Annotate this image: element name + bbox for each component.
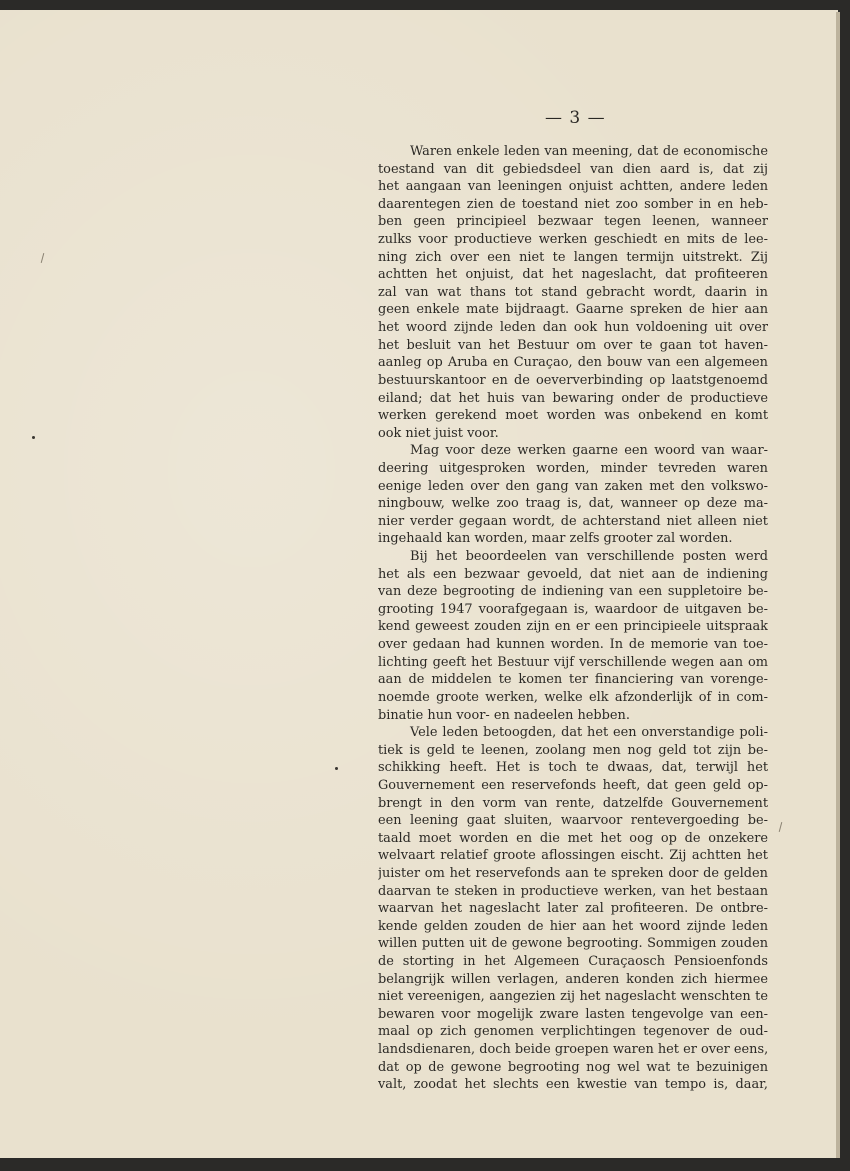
text-line: het aangaan van leeningen onjuist achtten, andere leden [378,179,768,195]
text-line: noemde groote werken, welke elk afzonderlijk of in com- [378,689,768,705]
margin-mark [779,822,783,832]
page-edge [836,12,840,1158]
text-line: het woord zijnde leden dan ook hun voldoening uit over [378,320,768,336]
text-line: ingehaald kan worden, maar zelfs grooter zal worden. [378,531,733,547]
text-line: bestuurskantoor en de oeververbinding op laatstgenoemd [378,372,768,388]
margin-speck [335,767,338,770]
text-line: ning zich over een niet te langen termijn uitstrekt. Zij [378,249,768,265]
text-line: nier verder gegaan wordt, de achterstand niet alleen niet [378,513,768,529]
text-line: werken gerekend moet worden was onbekend en komt [378,408,768,424]
text-line: toestand van dit gebiedsdeel van dien aard is, dat zij [378,161,768,177]
text-line: Vele leden betoogden, dat het een onverstandige poli- [410,725,768,741]
text-line: de storting in het Algemeen Curaçaosch Pensioenfonds [378,954,768,970]
body-text-column [378,143,768,1094]
margin-mark [41,253,45,263]
text-line: Bij het beoordeelen van verschillende posten werd [410,549,768,565]
text-line: daarvan te steken in productieve werken, van het bestaan [378,883,768,899]
text-line: taald moet worden en die met het oog op de onzekere [378,830,768,846]
text-line: Mag voor deze werken gaarne een woord van waar- [410,443,768,459]
text-line: daarentegen zien de toestand niet zoo somber in en heb- [378,196,768,212]
text-line: brengt in den vorm van rente, datzelfde Gouvernement [378,795,768,811]
text-line: bewaren voor mogelijk zware lasten tengevolge van een- [378,1006,768,1022]
text-line: kend geweest zouden zijn en er een principieele uitspraak [378,619,768,635]
text-line: aanleg op Aruba en Curaçao, den bouw van een algemeen [378,355,768,371]
page-number: — 3 — [545,108,606,128]
text-line: tiek is geld te leenen, zoolang men nog geld tot zijn be- [378,742,768,758]
text-line: willen putten uit de gewone begrooting. Sommigen zouden [378,936,768,952]
text-line: geen enkele mate bijdraagt. Gaarne spreken de hier aan [378,302,768,318]
text-line: een leening gaat sluiten, waarvoor rentevergoeding be- [378,813,768,829]
text-line: zulks voor productieve werken geschiedt en mits de lee- [378,232,768,248]
text-line: ningbouw, welke zoo traag is, dat, wanneer op deze ma- [378,496,768,512]
text-line: eenige leden over den gang van zaken met den volkswo- [378,478,768,494]
text-line: achtten het onjuist, dat het nageslacht, dat profiteeren [378,267,768,283]
text-line: eiland; dat het huis van bewaring onder de productieve [378,390,768,406]
text-line: maal op zich genomen verplichtingen tegenover de oud- [378,1024,768,1040]
text-line: deering uitgesproken worden, minder tevreden waren [378,460,768,476]
text-line: Gouvernement een reservefonds heeft, dat geen geld op- [378,777,768,793]
text-line: binatie hun voor- en nadeelen hebben. [378,707,630,723]
text-line: valt, zoodat het slechts een kwestie van tempo is, daar, [378,1077,768,1093]
text-line: van deze begrooting de indiening van een suppletoire be- [378,584,768,600]
text-line: schikking heeft. Het is toch te dwaas, dat, terwijl het [378,760,768,776]
document-page [0,10,838,1158]
text-line: het besluit van het Bestuur om over te gaan tot haven- [378,337,768,353]
text-line: dat op de gewone begrooting nog wel wat te bezuinigen [378,1059,768,1075]
text-line: juister om het reservefonds aan te spreken door de gelden [378,865,768,881]
margin-speck [32,436,35,439]
text-line: aan de middelen te komen ter financiering van vorenge- [378,672,768,688]
text-line: grooting 1947 voorafgegaan is, waardoor de uitgaven be- [378,601,768,617]
text-line: kende gelden zouden de hier aan het woord zijnde leden [378,918,768,934]
text-line: Waren enkele leden van meening, dat de economische [410,144,768,159]
text-line: het als een bezwaar gevoeld, dat niet aan de indiening [378,566,768,582]
text-line: over gedaan had kunnen worden. In de memorie van toe- [378,637,768,653]
text-line: niet vereenigen, aangezien zij het nageslacht wenschten te [378,989,768,1005]
text-line: ook niet juist voor. [378,425,499,441]
text-line: belangrijk willen verlagen, anderen konden zich hiermee [378,971,768,987]
text-line: waarvan het nageslacht later zal profiteeren. De ontbre- [378,901,768,917]
text-line: ben geen principieel bezwaar tegen leenen, wanneer [378,214,768,230]
text-line: zal van wat thans tot stand gebracht wordt, daarin in [378,284,768,300]
text-line: lichting geeft het Bestuur vijf verschillende wegen aan om [378,654,768,670]
text-line: welvaart relatief groote aflossingen eischt. Zij achtten het [378,848,768,864]
text-line: landsdienaren, doch beide groepen waren het er over eens, [378,1042,768,1058]
